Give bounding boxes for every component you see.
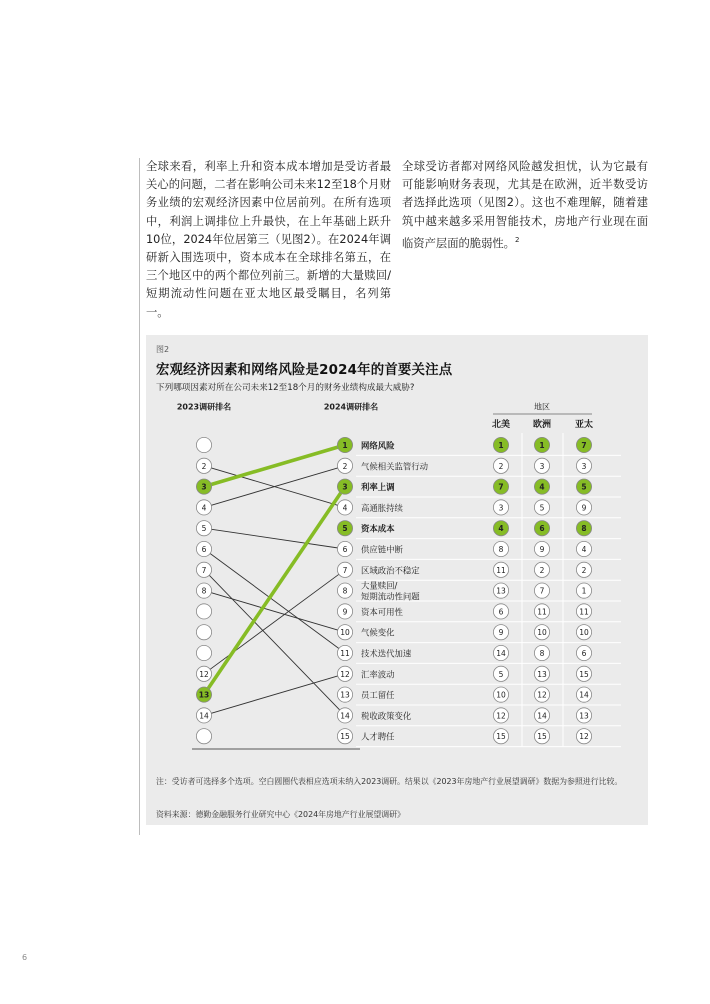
figure-title: 宏观经济因素和网络风险是2024年的首要关注点 xyxy=(156,363,453,378)
region-rank-label-ap: 13 xyxy=(579,711,589,721)
body-paragraph-right-text: 全球受访者都对网络风险越发担忧，认为它最有可能影响财务表现，尤其是在欧洲，近半数受访者选择此选项（见图2）。这也不难理解，随着建筑中越来越多采用智能技术，房地产行业现在面临资产层面的脆弱性。 xyxy=(402,160,648,250)
region-rank-label-na: 6 xyxy=(498,607,504,617)
rank-2023-empty-circle xyxy=(196,437,211,452)
page-number: 6 xyxy=(22,953,28,962)
rank-link xyxy=(204,528,345,549)
text-column-rule xyxy=(139,158,140,835)
figure-panel xyxy=(146,335,648,825)
rank-2024-label: 1 xyxy=(342,441,348,450)
region-rank-label-eu: 1 xyxy=(539,441,545,450)
body-paragraph-right xyxy=(402,158,648,253)
header-2023-rank: 2023调研排名 xyxy=(176,402,232,412)
region-rank-label-eu: 8 xyxy=(539,649,545,658)
rank-2023-empty-circle xyxy=(196,729,211,744)
rank-2024-label: 11 xyxy=(340,649,350,658)
region-name-na: 北美 xyxy=(491,420,511,430)
rank-2024-label: 3 xyxy=(342,482,348,492)
body-paragraph-left: 全球来看，利率上升和资本成本增加是受访者最关心的问题，二者在影响公司未来12至18个月财务业绩的宏观经济因素中位居前列。在所有选项中，利润上调排位上升最快，在上年基础上跃升10位，2024年位居第三（见图2）。在2024年调研新入围选项中，资本成本在全球排名第五，在三个地区中的两个都位列前三。新增的大量赎回/短期流动性问题在亚太地区最受瞩目，名列第一。 xyxy=(146,160,391,319)
region-rank-label-ap: 11 xyxy=(579,607,589,617)
region-name-ap: 亚太 xyxy=(574,420,594,430)
factor-label: 气候相关监管行动 xyxy=(361,461,428,472)
region-rank-label-na: 1 xyxy=(498,441,504,450)
region-rank-label-ap: 2 xyxy=(581,565,587,575)
factor-label: 网络风险 xyxy=(361,440,395,451)
rank-2023-label: 2 xyxy=(201,461,207,471)
region-rank-label-ap: 4 xyxy=(581,545,587,554)
rank-2023-label: 13 xyxy=(198,690,210,700)
region-rank-label-eu: 10 xyxy=(537,628,547,638)
rank-2024-label: 2 xyxy=(342,461,348,471)
factor-label: 区域政治不稳定 xyxy=(361,565,420,576)
footnote-marker: 2 xyxy=(514,235,520,244)
region-rank-label-na: 9 xyxy=(498,628,504,638)
region-rank-label-na: 8 xyxy=(498,545,504,554)
region-rank-label-eu: 6 xyxy=(539,524,545,534)
highlight-link xyxy=(201,445,345,487)
region-rank-label-eu: 14 xyxy=(537,711,547,721)
factor-label: 供应链中断 xyxy=(361,544,403,555)
factor-label: 资本成本 xyxy=(361,523,395,534)
region-rank-label-na: 3 xyxy=(498,503,504,513)
rank-2023-label: 12 xyxy=(199,669,209,679)
rank-2023-empty-circle xyxy=(196,604,211,619)
region-rank-label-ap: 7 xyxy=(581,441,587,450)
header-2024-rank: 2024调研排名 xyxy=(323,402,379,412)
rank-2023-label: 4 xyxy=(201,503,207,513)
region-rank-label-na: 10 xyxy=(496,690,506,700)
figure-label: 图2 xyxy=(156,345,170,354)
region-rank-label-eu: 13 xyxy=(537,669,547,679)
factor-label: 汇率波动 xyxy=(361,669,395,680)
region-rank-label-na: 14 xyxy=(496,649,506,658)
rank-2023-label: 14 xyxy=(199,711,209,721)
rank-2023-empty-circle xyxy=(196,625,211,640)
region-rank-label-na: 5 xyxy=(498,669,504,679)
region-rank-label-ap: 9 xyxy=(581,503,587,513)
rank-2024-label: 9 xyxy=(342,607,348,617)
region-rank-label-eu: 3 xyxy=(539,461,545,471)
factor-label: 高通胀持续 xyxy=(361,502,403,513)
rank-link xyxy=(201,549,345,653)
rank-2024-label: 10 xyxy=(340,628,350,638)
rank-2023-label: 8 xyxy=(201,586,207,596)
region-rank-label-ap: 1 xyxy=(581,586,587,596)
region-rank-label-na: 2 xyxy=(498,461,504,471)
region-rank-label-ap: 12 xyxy=(579,732,589,742)
region-rank-label-ap: 10 xyxy=(579,628,589,638)
rank-2024-label: 12 xyxy=(340,669,350,679)
region-rank-label-eu: 9 xyxy=(539,545,545,554)
region-rank-label-ap: 6 xyxy=(581,649,587,658)
rank-2024-label: 8 xyxy=(342,586,348,596)
region-name-eu: 欧洲 xyxy=(532,420,552,430)
factor-label: 技术迭代加速 xyxy=(361,648,412,659)
rank-2023-label: 3 xyxy=(201,482,207,492)
factor-label: 气候变化 xyxy=(361,627,395,638)
region-rank-label-eu: 12 xyxy=(537,690,547,700)
header-region: 地区 xyxy=(534,402,550,412)
rank-2024-label: 7 xyxy=(342,565,348,575)
region-rank-label-eu: 2 xyxy=(539,565,545,575)
ranking-slope-chart xyxy=(146,335,648,770)
rank-2023-label: 5 xyxy=(201,524,207,534)
factor-label: 税收政策变化 xyxy=(361,710,412,721)
region-rank-label-ap: 3 xyxy=(581,461,587,471)
figure-source: 资料来源：德勤金融服务行业研究中心《2024年房地产行业展望调研》 xyxy=(156,810,405,819)
rank-2023-label: 6 xyxy=(201,545,207,554)
rank-2024-label: 6 xyxy=(342,545,348,554)
factor-label: 资本可用性 xyxy=(361,606,403,617)
region-rank-label-na: 15 xyxy=(496,732,506,742)
rank-link xyxy=(204,591,345,633)
region-rank-label-ap: 14 xyxy=(579,690,589,700)
region-rank-label-na: 13 xyxy=(496,586,506,596)
rank-2023-empty-circle xyxy=(196,645,211,660)
factor-label: 员工留任 xyxy=(361,690,395,701)
figure-note: 注：受访者可选择多个选项。空白圆圈代表相应选项未纳入2023调研。结果以《2023年房地产行业展望调研》数据为参照进行比较。 xyxy=(156,777,623,786)
region-rank-label-na: 11 xyxy=(496,565,506,575)
factor-label: 短期流动性问题 xyxy=(361,591,420,602)
region-rank-label-na: 7 xyxy=(498,482,504,492)
highlight-link xyxy=(201,487,348,695)
rank-2023-label: 7 xyxy=(201,565,207,575)
rank-2024-label: 15 xyxy=(340,732,350,742)
rank-2024-label: 5 xyxy=(342,524,348,534)
region-rank-label-ap: 8 xyxy=(581,524,587,534)
rank-link xyxy=(204,674,345,716)
rank-link xyxy=(201,570,345,674)
region-rank-label-eu: 4 xyxy=(539,482,545,492)
figure-subtitle: 下列哪项因素对所在公司未来12至18个月的财务业绩构成最大威胁? xyxy=(156,383,415,393)
factor-label: 大量赎回/ xyxy=(361,580,398,591)
rank-2024-label: 14 xyxy=(340,711,350,721)
rank-2024-label: 13 xyxy=(340,690,350,700)
rank-2024-label: 4 xyxy=(342,503,348,513)
factor-label: 利率上调 xyxy=(361,482,395,493)
region-rank-label-na: 12 xyxy=(496,711,506,721)
region-rank-label-eu: 7 xyxy=(539,586,545,596)
region-rank-label-eu: 5 xyxy=(539,503,545,513)
region-rank-label-eu: 15 xyxy=(537,732,547,742)
region-rank-label-ap: 15 xyxy=(579,669,589,679)
region-rank-label-ap: 5 xyxy=(581,482,587,492)
region-rank-label-na: 4 xyxy=(498,524,504,534)
factor-label: 人才聘任 xyxy=(361,731,395,742)
region-rank-label-eu: 11 xyxy=(537,607,547,617)
